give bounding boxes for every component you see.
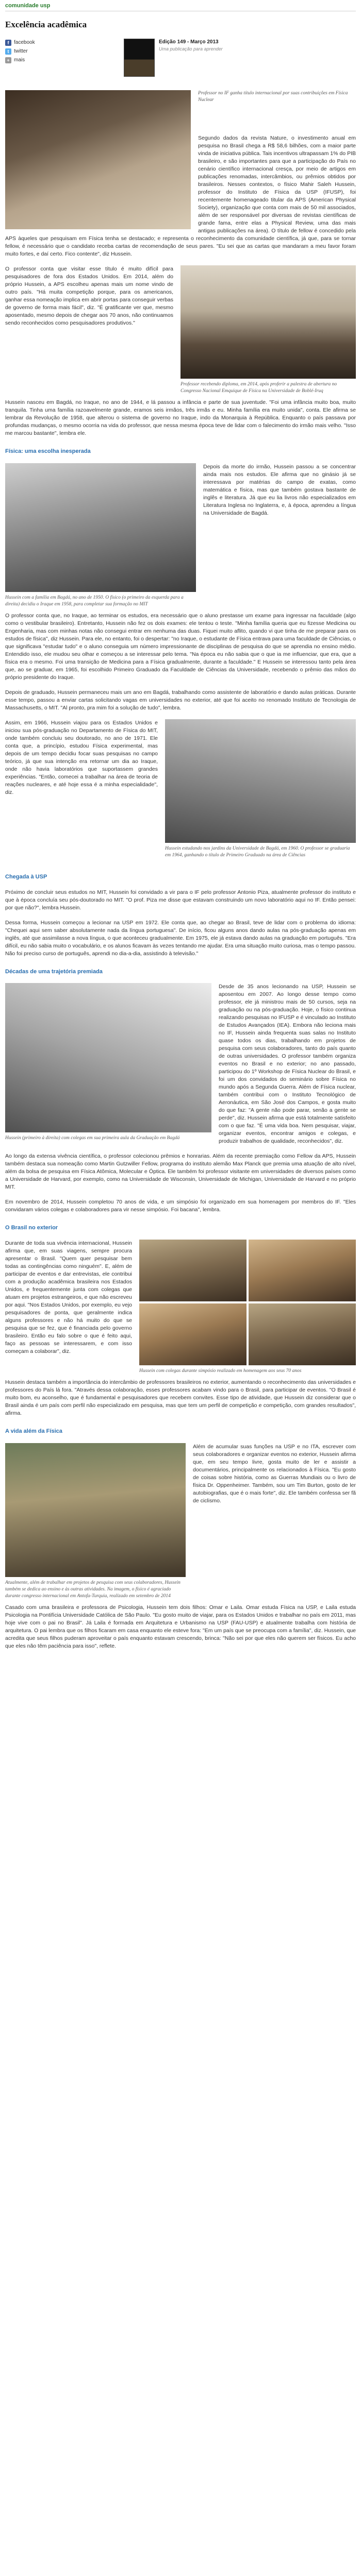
issue-text — [159, 39, 223, 85]
figure-1-caption: Professor no IF ganha título internacional por suas contribuições em Física Nuclear — [198, 90, 348, 103]
diploma-photo — [180, 265, 356, 379]
share-links — [5, 39, 124, 85]
plus-icon: + — [5, 57, 11, 63]
share-more[interactable] — [5, 56, 124, 65]
figure-5-caption: Hussein (primeiro à direita) com colegas em sua primeira aula da Graduação em Bagdá — [5, 1136, 180, 1141]
paragraph-6: Depois de graduado, Hussein permaneceu mais um ano em Bagdá, trabalhando como assistente de laboratório e dando aulas práticas. Durante esse tempo, passou a enviar cartas solicitando vagas em universidades no exterior, até que foi aceito no renomado Instituto de Tecnologia de Massachusetts, o MIT. "Al pronto, pra mim foi a solução de tudo", lembra. — [5, 689, 356, 711]
family-photo — [5, 463, 196, 592]
site-name-link[interactable]: comunidade usp — [5, 3, 51, 9]
section-heading-4: O Brasil no exterior — [5, 1225, 58, 1231]
share-twitter-label: twitter — [14, 48, 28, 54]
paragraph-1: Segundo dados da revista Nature, o investimento anual em pesquisa no Brasil chega a R$ 58,6 bilhões, com a maior parte vinda de iniciativa pública. Tais incentivos ultrapassam 1% do PIB brasileiro, e são importantes para que a participação do País no cenário científico internacional cresça, por meio de artigos em publicações renomadas, intercâmbios, ou prêmios obtidos por brasileiros. Nesses contextos, o físico Mahir Saleh Hussein, professor do Instituto de Física da USP (IFUSP), foi recentemente homenageado titular da APS (American Physical Society), organização que conta com mais de 50 mil associados, além de ser responsável por diversas de revistas científicas de grande fama, entre elas a Physical Review, uma das mais antigas publicações na área). O título de fellow é concedido pela APS àqueles que pesquisam em Física tenha se destacado; e representa o reconhecimento da comunidade científica, já que, para se tornar fellow, é necessário que o candidato receba cartas de recomendação de seus pares. "Eu sei que as cartas que mandaram a meu favor foram muito fortes, e daí certo. Fico contente", diz Hussein. — [5, 134, 356, 257]
issue-tagline: Uma publicação para aprender — [159, 46, 223, 52]
paragraph-2: O professor conta que visitar esse título é muito difícil para pesquisadores de fora dos Estados Unidos. Em 2014, além do próprio Hussein, a APS escolheu apenas mais um nome vindo de outro país. "Há muita competição porque, para os americanos, ganhar essa nomeação implica em abrir portas para conseguir verbas de governo de forma mais fácil", diz. "É gratificante ver que, mesmo aposentado, mesmo depois de chegar aos 70 anos, não continuamos sendo reconhecidos como pesquisadores produtivos." — [5, 265, 173, 326]
paragraph-16: Casado com uma brasileira e professora de Psicologia, Hussein tem dois filhos: Omar e Laila. Omar estuda Física na USP, e Laila estuda Psicologia na Pontifícia Universidade Católica de São Paulo. "Eu gosto muito de viajar, para os Estados Unidos e trabalhar no país em 2011, mas hoje vive com o pai no Brasil". Já Laila é formada em Arquitetura e Urbanismo na USP (FAU-USP) e atualmente trabalha com história de arquitetura. O pai lembra que os filhos ficaram em casa enquanto ele esteve fora: "Em um país que se preocupa com a família", diz. Hussein, que acredita que seus filhos puderam aproveitar o país enquanto estavam crescendo, brinca: "Não sei por que eles não querem ser físicos. Eu acho que eles não têm paciência para isso", reflete. — [5, 1604, 356, 1650]
section-heading-2: Chegada à USP — [5, 873, 47, 880]
symposium-photo-grid — [139, 1240, 356, 1365]
section-heading-3: Décadas de uma trajetória premiada — [5, 968, 103, 975]
paragraph-10: Desde de 35 anos lecionando na USP, Hussein se aposentou em 2007. Ao longo desse tempo como professor, ele já ministrou mais de 50 cursos, seja na graduação ou na pós-graduação. Hoje, o físico continua realizando pesquisas no IFUSP e é vinculado ao Instituto de Estudos Avançados (IEA). Embora não leciona mais no IF, Hussein ainda frequenta suas salas no Instituto quase todos os dias, trabalhando em projetos de pesquisa com seus colaboradores, tanto do país quanto de outras universidades. O professor também organiza eventos no Brasil e no exterior; no ano passado, participou do 1º Workshop de Física Nuclear do Brasil, e foi um dos convidados do seminário sobre Física no mundo após a Segunda Guerra. Além de Física nuclear, também contribui com o Instituto Tecnológico de Aeronáutica, em São José dos Campos, e gosta muito do que faz: "A gente não pode parar, senão a gente se perde", diz. Hussein afirma que está totalmente satisfeito com o que faz. "É uma vida boa. Nem pesquisar, viajar, organizar eventos, encontrar amigos e colegas, e produzir trabalhos de qualidade, reconhecidos", diz. — [219, 984, 356, 1145]
paragraph-3: Hussein nasceu em Bagdá, no Iraque, no ano de 1944, e lá passou a infância e parte de sua juventude. "Foi uma infância muito boa, muito tranquila. Tinha uma família razoavelmente grande, eramos seis irmãos, três irmãs e eu. Minha família era muito unida", conta. Ele afirma se lembrar da Revolução de 1958, que alterou o sistema de governo no Iraque, indo da Monarquia à República. Enquanto o país passava por profundas mudanças, o mesmo ocorria na vida do professor, que nessa mesma época teve de lidar com o falecimento do irmão mais velho. "Isso me marcou bastante", lembra ele. — [5, 399, 356, 436]
symposium-photo-2 — [249, 1240, 356, 1301]
figure-family — [5, 463, 196, 608]
issue-cover-image[interactable] — [124, 39, 155, 77]
figure-6-caption: Hussein com colegas durante simpósio realizado em homenagem aos seus 70 anos — [139, 1368, 302, 1374]
paragraph-7: Assim, em 1966, Hussein viajou para os Estados Unidos e iniciou sua pós-graduação no Departamento de Física do MIT, onde também concluiu seu doutorado, no ano de 1971. Ele conta que, a princípio, estudou Física experimental, mas depois de um tempo decidiu focar suas pesquisas no campo teórico, já que sua intenção era retornar um dia ao Iraque, onde não havia laboratórios que suportassem grandes experiências. "Então, comecei a trabalhar na área de teoria de reações nucleares, e até hoje essa é a minha especialidade", diz. — [5, 719, 158, 795]
paragraph-14: Hussein destaca também a importância do intercâmbio de professores brasileiros no exterior, aumentando o reconhecimento das universidades e professores do País lá fora. "Através dessa colaboração, esses professores acabam vindo para o Brasil, para participar de eventos. "O Brasil é muito bom, eu aconselho, que é fundamental e pesquisadores que recebem convites. Esse tipo de atividade, que Hussein diz considerar que o Brasil ainda é um país com perfil não especializado em pesquisa, mas que tem um perfil de competição e competição, com grandes resultados", afirma. — [5, 1379, 356, 1417]
figure-4-caption: Hussein estudando nos jardins da Universidade de Bagdá, em 1960. O professor se graduaria em 1964, ganhando o título de Primeiro Graduado na área de Ciências — [165, 845, 350, 858]
facebook-icon: f — [5, 40, 11, 46]
section-heading-1: Física: uma escolha inesperada — [5, 448, 91, 454]
share-and-issue — [5, 39, 356, 85]
page-title: Excelência acadêmica — [5, 20, 87, 29]
colleagues-photo — [5, 983, 211, 1132]
section-heading-5: A vida além da Física — [5, 1428, 62, 1435]
top-bar — [5, 0, 356, 11]
portrait-photo — [5, 90, 191, 229]
share-twitter[interactable] — [5, 47, 124, 56]
figure-congress — [5, 1443, 186, 1600]
figure-2-caption: Professor recebendo diploma, em 2014, após proferir a palestra de abertura no Congresso Nacional Emquique de Física na Universidade de Boblé-Iruq — [180, 381, 337, 394]
paragraph-4: Depois da morte do irmão, Hussein passou a se concentrar ainda mais nos estudos. Ele afirma que no ginásio já se interessava por matérias do campo de exatas, como matemática e física, mas que também gostava bastante de inglês e literatura. Já que eu lia livros não especializados em Literatura Inglesa no Inglaterra, e, à época, aprendeu a língua na Universidade de Bagdá. — [203, 463, 356, 516]
paragraph-12: Em novembro de 2014, Hussein completou 70 anos de vida, e um simpósio foi organizado em sua homenagem por membros do IF. "Eles convidaram vários colegas e colaboradores para vir nesse simpósio. Foi bacana", lembra. — [5, 1199, 356, 1213]
share-facebook-label: facebook — [14, 39, 35, 45]
figure-symposium — [139, 1240, 356, 1375]
garden-photo — [165, 719, 356, 843]
twitter-icon: t — [5, 48, 11, 55]
paragraph-11: Ao longo da extensa vivência científica, o professor colecionou prêmios e honrarias. Além da recente premiação como Fellow da APS, Hussein também destaca sua nomeação como Martin Gutzwiller Fellow, programa do instituto alemão Max Planck que premia uma atuação de alto nível, além da bolsa de pesquisa em Física Atômica, Molecular e Óptica. Ele também foi professor visitante em universidades de diversos países como a Universidade de Harvard, por exemplo, como na Universidade de Wisconsin, Universidade de Michigan, Universidade de Harvard e no próprio MIT. — [5, 1153, 356, 1191]
paragraph-9: Dessa forma, Hussein começou a lecionar na USP em 1972. Ele conta que, ao chegar ao Brasil, teve de lidar com o problema do idioma: "Chequei aqui sem saber absolutamente nada da língua portuguesa". De início, ficou alguns anos dando aulas na pós-graduação apenas em inglês, até que assimilasse a nova língua, o que aconteceu gradualmente. Em 1975, ele já estava dando aulas na graduação em português. "Era difícil, eu não sabia muito o vocabulário, e os alunos ficavam às vezes tentando me ajudar. Era uma situação muito curiosa, mas o tempo passou. Não foi preciso curso de português, aprendi no dia-a-dia, assistindo à televisão." — [5, 919, 356, 957]
symposium-photo-4 — [249, 1303, 356, 1365]
congress-photo — [5, 1443, 186, 1577]
figure-garden — [165, 719, 356, 859]
paragraph-15: Além de acumular suas funções na USP e no ITA, escrever com seus colaboradores e organizar eventos no exterior, Hussein afirma que, em seu tempo livre, gosta muito de ler e assistir a documentários, principalmente os relacionados à Física. "Eu gosto de coisas sobre história, como as Guerras Mundiais ou o livro de física Dr. Oppenheimer. Também, sou um Tim Burton, gosto de ler autobiografias, que é o mais forte", diz. Ele também confessa ser fã de ciclismo. — [193, 1444, 356, 1504]
figure-7-caption: Atualmente, além de trabalhar em projetos de pesquisa com seus colaboradores, Hussein também se dedica ao ensino e às outras atividades. Na imagem, o físico é agraciado durante congresso internacional em Antofa-Turquia, realizado em setembro de 2014 — [5, 1580, 180, 1599]
share-more-label: mais — [14, 57, 25, 63]
figure-portrait — [5, 90, 191, 229]
figure-diploma — [180, 265, 356, 395]
paragraph-8: Próximo de concluir seus estudos no MIT, Hussein foi convidado a vir para o IF pelo professor Antonio Piza, atualmente professor do instituto e que à época concluía seu pós-doutorado no MIT. "O prof. Piza me disse que estavam construindo um novo laboratório aqui no IF. Então pensei: por que não?", lembra Hussein. — [5, 889, 356, 911]
figure-colleagues — [5, 983, 211, 1142]
issue-edition[interactable]: Edição 149 - Março 2013 — [159, 39, 219, 45]
symposium-photo-1 — [139, 1240, 247, 1301]
share-facebook[interactable] — [5, 39, 124, 47]
paragraph-5: O professor conta que, no Iraque, ao terminar os estudos, era necessário que o aluno prestasse um exame para ingressar na faculdade (algo como o vestibular brasileiro). Entretanto, Hussein não fez os dois exames: ele tentou o teste. "Minha família queria que eu fizesse Medicina ou Engenharia, mas com minhas notas não consegui entrar em nenhuma das duas. Fiquei muito aflito, quando vi que tinha de me preparar para os estudos de física", diz Hussein. Para ele, no entanto, foi o despertar: "no Iraque, o estudante de Física entrava para uma faculdade de Ciências, o que significava "estudar tudo" e o aluno conseguia um número impressionante de disciplinas de pesquisa do que se aprendia no ensino médio. Entendido isso, ele mudou seu olhar e começou a se interessar pelo tema. "Na época eu não sabia que o que ia me influenciar, que era, que a física era o mesmo. Foi uma transição de Medicina para a Física gradualmente, durante a faculdade." E Hussein se interessou tanto pela área que, ao se graduar, em 1965, foi escolhido Primeiro Graduado da Faculdade de Ciências da Universidade, recebendo o prêmio das mãos do próprio presidente do Iraque. — [5, 612, 356, 681]
figure-3-caption: Hussein com a família em Bagdá, no ano de 1950. O físico (o primeiro da esquerda para a direita) decidiu o Iraque em 1958, para completar sua formação no MIT — [5, 595, 184, 607]
paragraph-13: Durante de toda sua vivência internacional, Hussein afirma que, em suas viagens, sempre procura apresentar o Brasil. "Quem quer pesquisar bem todas as contingências como ninguém". E, além de participar de eventos e dar entrevistas, ele contribui com a produção acadêmica brasileira nos Estados Unidos, e frequentemente junta com colegas que atuam em projetos estrangeiros, e que não escreveu por aqui. "Nos Estados Unidos, por exemplo, eu vejo pesquisadores de ponta, que geralmente indica alguns professores e não há muito do que se pesquisa que se fez, que é financiada pelo governo brasileiro. Então eu falo sobre o que é feito aqui, faço as pessoas se interessarem, e com isso começam a colaborar", diz. — [5, 1240, 132, 1355]
symposium-photo-3 — [139, 1303, 247, 1365]
issue-info[interactable] — [124, 39, 330, 85]
